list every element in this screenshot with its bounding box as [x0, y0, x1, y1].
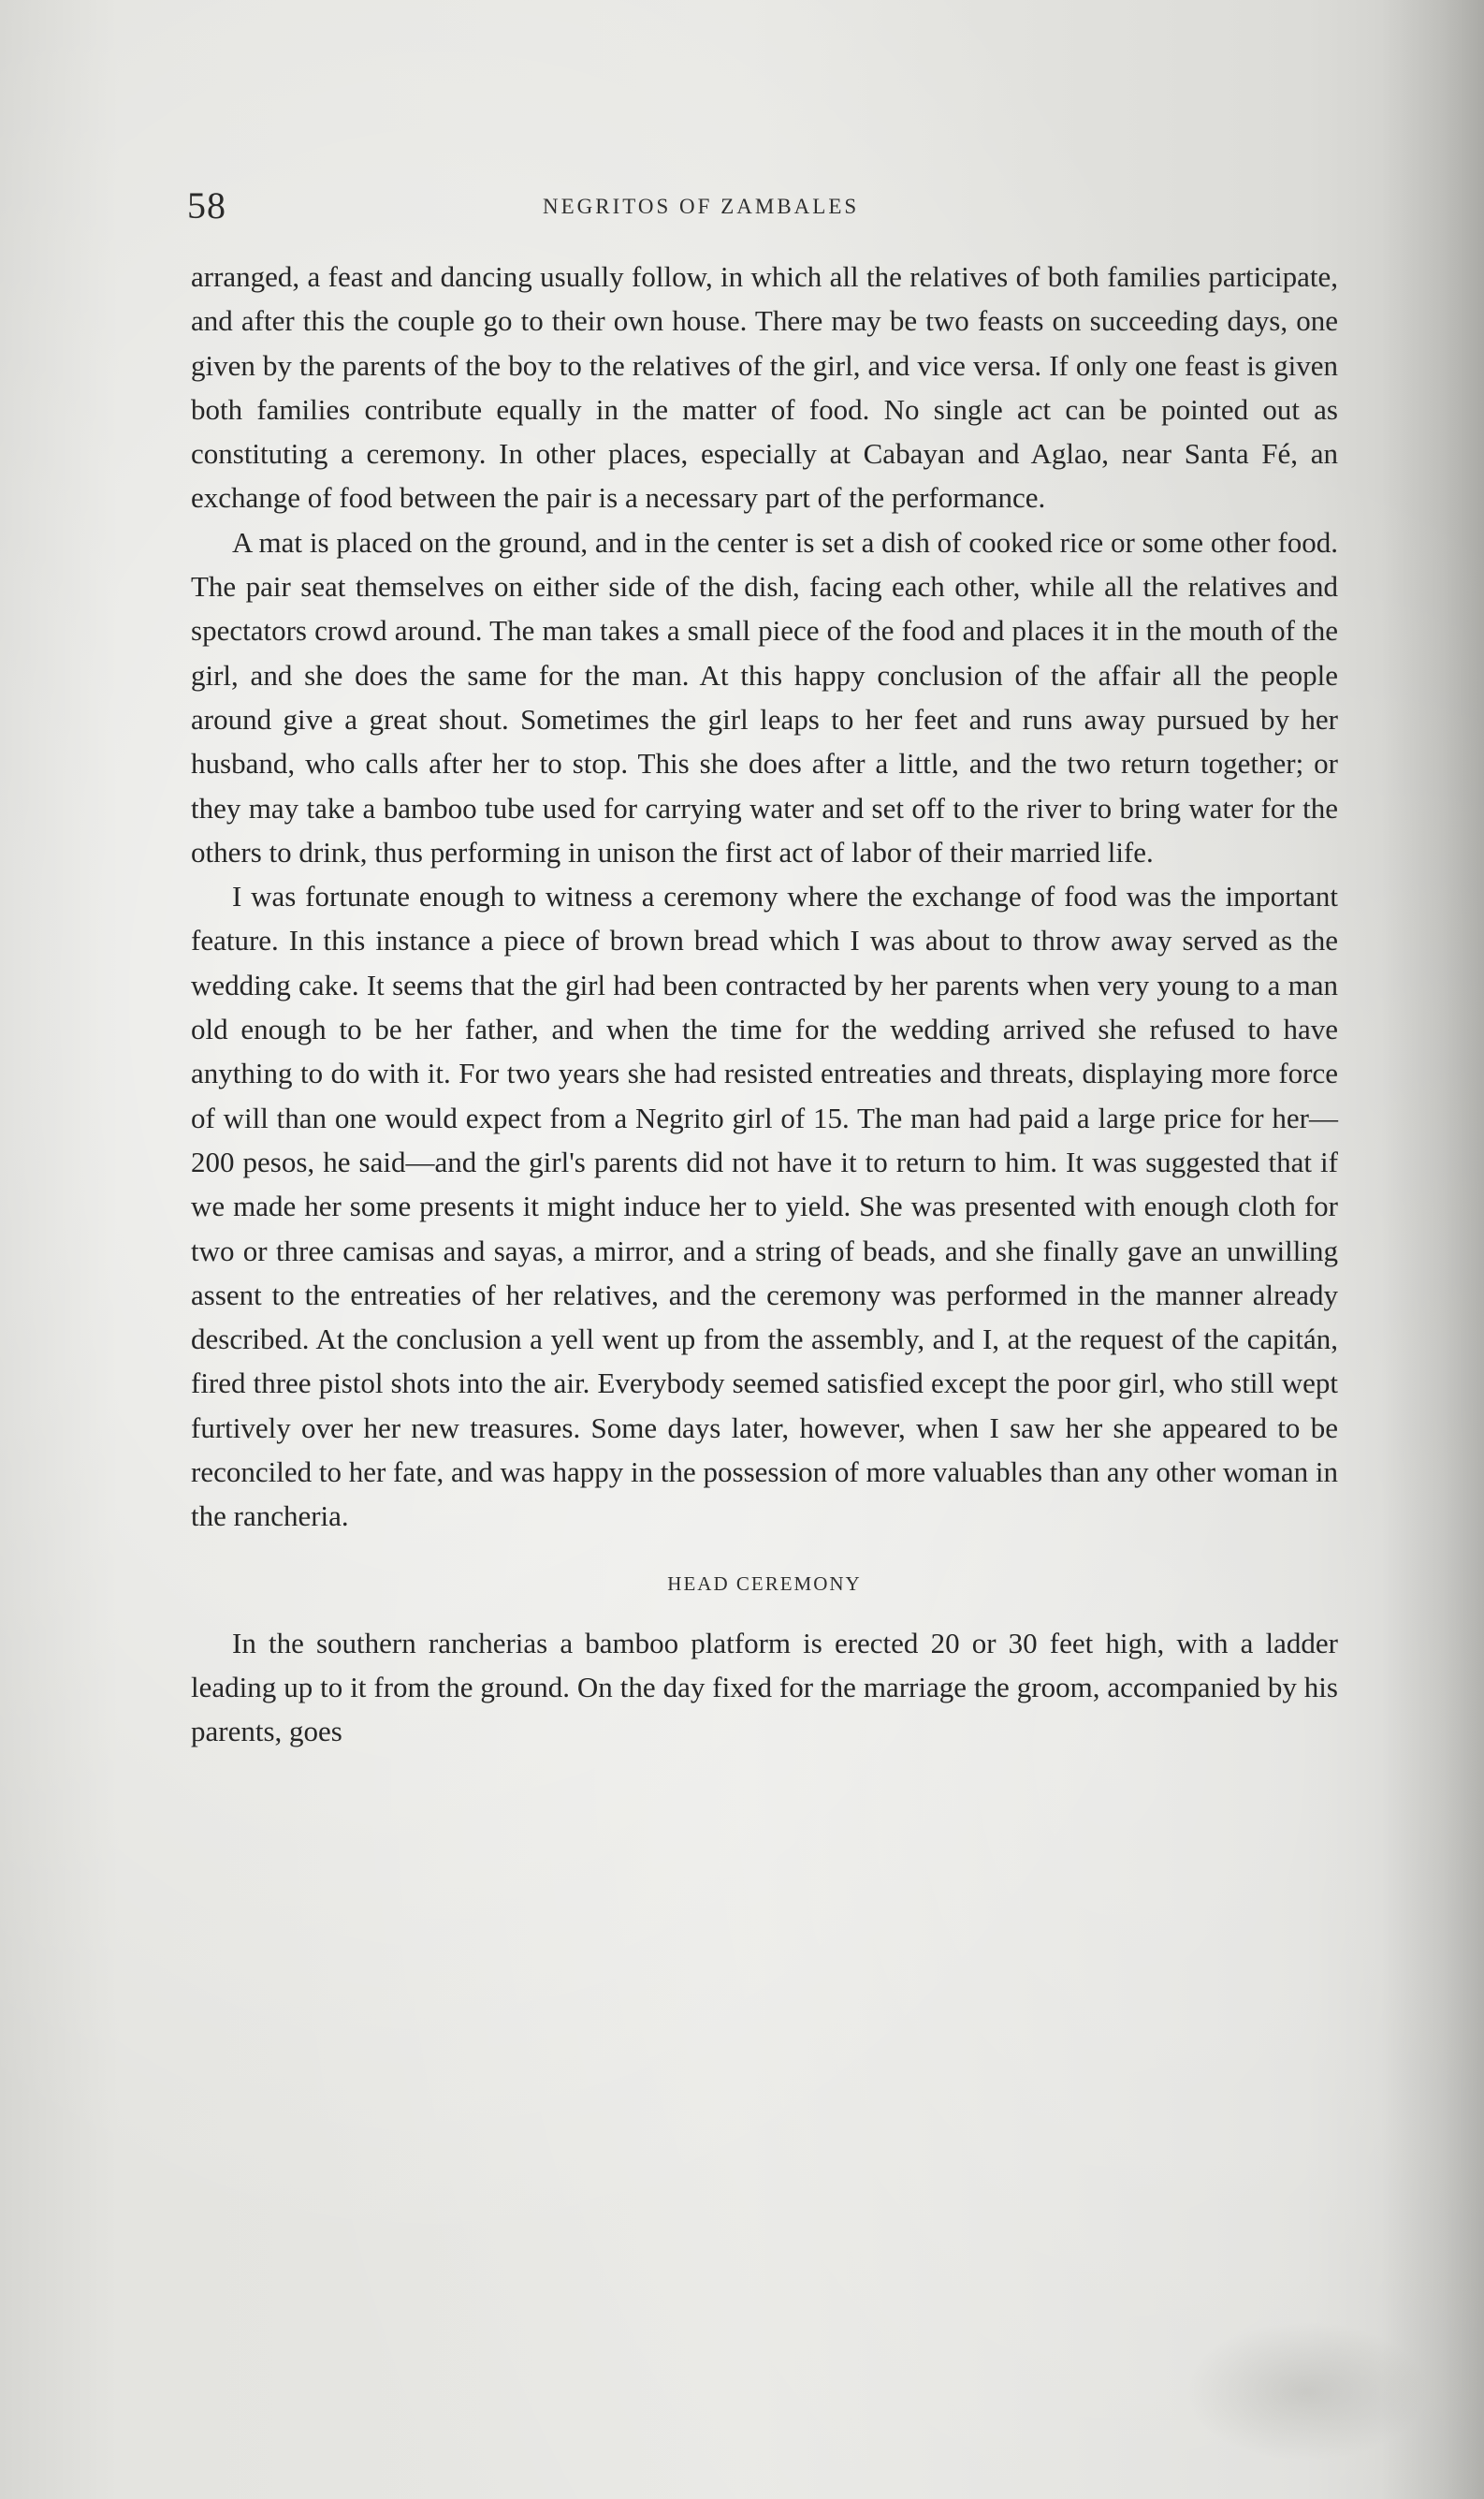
paragraph-1: arranged, a feast and dancing usually follow, in which all the relatives of both families participate, and after this the couple go to their own house. There may be two feasts on succeeding days, one given by the parents of the boy to the relatives of the girl, and vice versa. If only one feast is given both families contribute equally in the matter of food. No single act can be pointed out as constituting a ceremony. In other places, especially at Cabayan and Aglao, near Santa Fé, an exchange of food between the pair is a necessary part of the performance.: [191, 260, 1338, 515]
paragraph-3: I was fortunate enough to witness a ceremony where the exchange of food was the important feature. In this instance a piece of brown bread which I was about to throw away served as the wedding cake. It seems that the girl had been contracted by her parents when very young to a man old enough to be her father, and when the time for the wedding arrived she refused to have anything to do with it. For two years she had resisted entreaties and threats, displaying more force of will than one would expect from a Negrito girl of 15. The man had paid a large price for her—200 pesos, he said—and the girl's parents did not have it to return to him. It was suggested that if we made her some presents it might induce her to yield. She was presented with enough cloth for two or three camisas and sayas, a mirror, and a string of beads, and she finally gave an unwilling assent to the entreaties of her relatives, and the ceremony was performed in the manner already described. At the conclusion a yell went up from the assembly, and I, at the request of the capitán, fired three pistol shots into the air. Everybody seemed satisfied except the poor girl, who still wept furtively over her new treasures. Some days later, however, when I saw her she appeared to be reconciled to her fate, and was happy in the possession of more valuables than any other woman in the rancheria.: [191, 880, 1338, 1533]
paragraph-2: A mat is placed on the ground, and in the center is set a dish of cooked rice or some other food. The pair seat themselves on either side of the dish, facing each other, while all the relatives and spectators crowd around. The man takes a small piece of the food and places it in the mouth of the girl, and she does the same for the man. At this happy conclusion of the affair all the people around give a great shout. Sometimes the girl leaps to her feet and runs away pursued by her husband, who calls after her to stop. This she does after a little, and the two return together; or they may take a bamboo tube used for carrying water and set off to the river to bring water for the others to drink, thus performing in unison the first act of labor of their married life.: [191, 525, 1338, 869]
page-header: [187, 183, 1338, 236]
scan-edge-shadow: [1381, 0, 1484, 2499]
running-head: NEGRITOS OF ZAMBALES: [543, 195, 860, 218]
page-number: 58: [187, 184, 226, 227]
section-paragraph: In the southern rancherias a bamboo platform is erected 20 or 30 feet high, with a ladder leading up to it from the ground. On the day fixed for the marriage the groom, accompanied by his parents, goes: [191, 1626, 1338, 1748]
paper-stain: [1185, 2321, 1428, 2462]
body-text: [191, 255, 1338, 1754]
section-heading: HEAD CEREMONY: [667, 1571, 862, 1595]
